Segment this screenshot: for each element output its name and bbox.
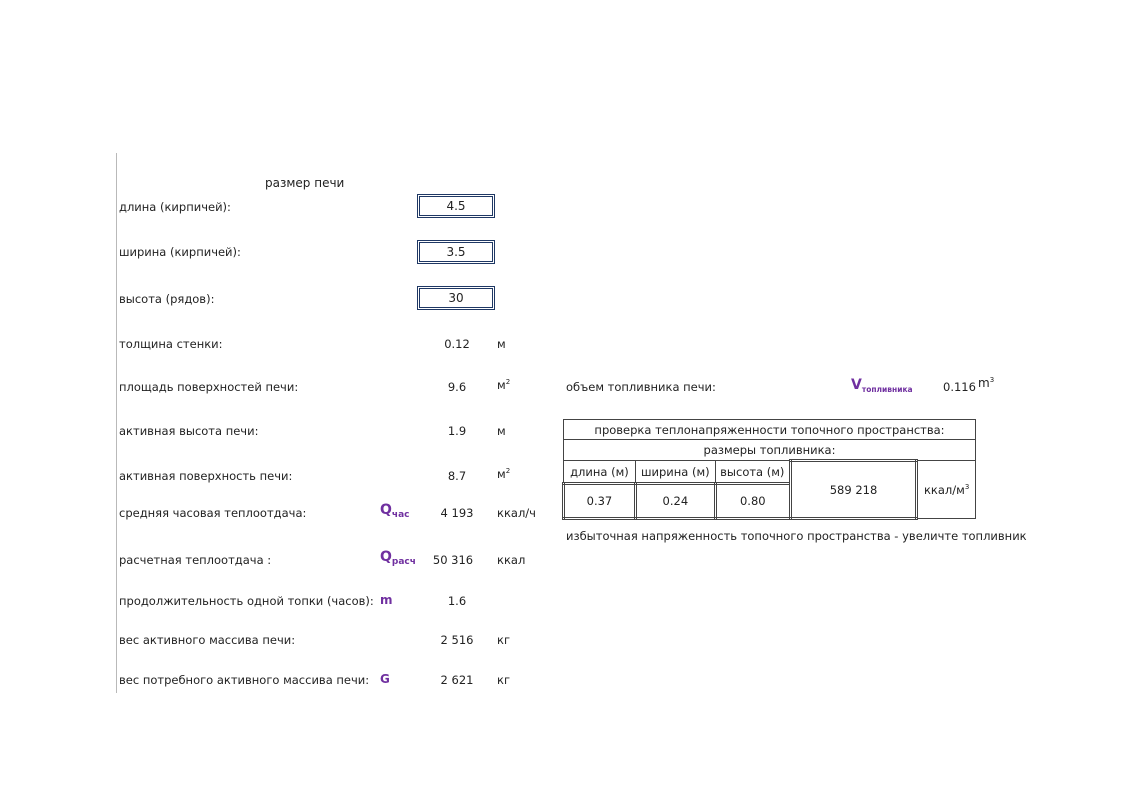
check-table-title: проверка теплонапряженности топочного пространства: [564,420,976,440]
height-label: высота (рядов): [119,292,215,306]
firebox-height-value[interactable]: 0.80 [715,484,790,519]
active-height-value: 1.9 [447,424,467,438]
warning-text: избыточная напряженность топочного пространства - увеличте топливник [566,529,1027,543]
header-height: высота (м) [715,461,790,484]
length-label: длина (кирпичей): [119,200,231,214]
required-mass-value: 2 621 [440,673,474,687]
firebox-volume-unit: $m^3$ [978,376,995,390]
required-mass-label: вес потребного активного массива печи: [119,673,370,687]
firebox-width-value[interactable]: 0.24 [635,484,715,519]
active-height-unit: м [497,424,506,438]
g-symbol: G [380,672,390,686]
calc-heat-label: расчетная теплоотдача : [119,553,272,567]
active-mass-label: вес активного массива печи: [119,633,296,647]
calc-heat-unit: ккал [497,553,526,567]
wall-value: 0.12 [444,337,470,351]
section-title: размер печи [265,176,345,190]
avg-heat-label: средняя часовая теплоотдача: [119,506,307,520]
avg-heat-unit: ккал/ч [497,506,536,520]
active-mass-unit: кг [497,633,510,647]
header-width: ширина (м) [635,461,715,484]
q-calc-symbol: $Q_{расч}$ [380,549,416,567]
calc-heat-value: 50 316 [432,553,474,567]
surface-label: площадь поверхностей печи: [119,380,299,394]
length-input[interactable]: 4.5 [417,194,495,218]
page-border-line [116,153,117,693]
firebox-length-value[interactable]: 0.37 [564,484,636,519]
active-height-label: активная высота печи: [119,424,259,438]
surface-value: 9.6 [447,380,467,394]
active-surface-value: 8.7 [447,469,467,483]
m-symbol: m [380,593,393,607]
heat-stress-unit: ккал/$м^3$ [917,461,976,519]
firebox-volume-value: 0.116 [943,380,976,394]
duration-value: 1.6 [447,594,467,608]
duration-label: продолжительность одной топки (часов): [119,594,374,608]
firebox-volume-label: объем топливника печи: [566,380,716,394]
q-hour-symbol: $Q_{час}$ [380,502,410,520]
active-surface-label: активная поверхность печи: [119,469,293,483]
heat-stress-check-table [562,419,976,520]
active-surface-unit: $м^2$ [497,467,511,481]
wall-label: толщина стенки: [119,337,223,351]
height-input[interactable]: 30 [417,286,495,310]
width-input[interactable]: 3.5 [417,240,495,264]
v-firebox-symbol: $V_{топливника}$ [851,377,913,394]
header-length: длина (м) [564,461,636,484]
surface-unit: $м^2$ [497,378,511,392]
width-label: ширина (кирпичей): [119,245,241,259]
active-mass-value: 2 516 [440,633,474,647]
avg-heat-value: 4 193 [440,506,474,520]
heat-stress-result: 589 218 [790,461,917,519]
check-table-subtitle: размеры топливника: [564,440,976,461]
wall-unit: м [497,337,506,351]
required-mass-unit: кг [497,673,510,687]
